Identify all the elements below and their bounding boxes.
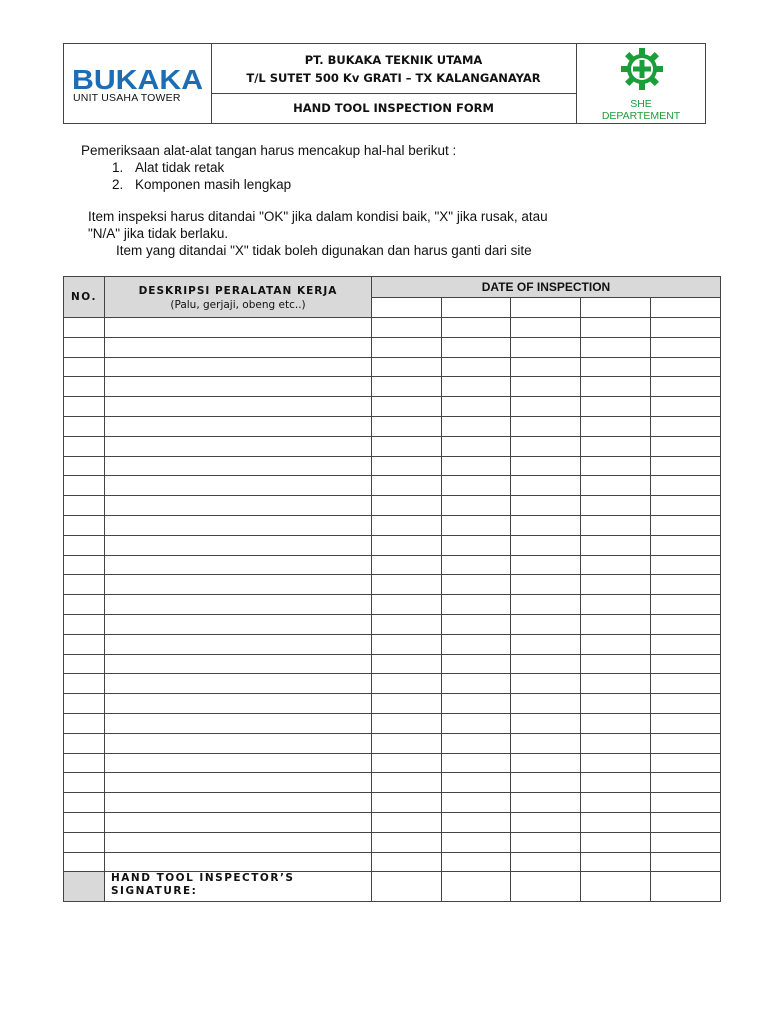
inspection-result-cell[interactable] xyxy=(581,812,651,832)
signature-cell[interactable] xyxy=(511,872,581,902)
inspection-result-cell[interactable] xyxy=(651,694,721,714)
description-header-subtitle: (Palu, gerjaji, obeng etc..) xyxy=(170,299,306,311)
signature-label: HAND TOOL INSPECTOR’S SIGNATURE: xyxy=(105,872,372,902)
inspection-result-cell[interactable] xyxy=(581,555,651,575)
inspection-result-cell[interactable] xyxy=(372,614,442,634)
description-cell[interactable] xyxy=(105,773,372,793)
inspection-result-cell[interactable] xyxy=(372,456,442,476)
inspection-result-cell[interactable] xyxy=(511,713,581,733)
table-row xyxy=(64,793,721,813)
description-cell[interactable] xyxy=(105,753,372,773)
table-row xyxy=(64,337,721,357)
inspection-result-cell[interactable] xyxy=(581,614,651,634)
inspection-result-cell[interactable] xyxy=(581,733,651,753)
inspection-result-cell[interactable] xyxy=(372,753,442,773)
inspection-result-cell[interactable] xyxy=(651,535,721,555)
no-cell[interactable] xyxy=(64,832,105,852)
no-cell[interactable] xyxy=(64,515,105,535)
inspection-result-cell[interactable] xyxy=(581,456,651,476)
description-cell[interactable] xyxy=(105,496,372,516)
inspection-result-cell[interactable] xyxy=(372,416,442,436)
inspection-result-cell[interactable] xyxy=(511,694,581,714)
inspection-result-cell[interactable] xyxy=(581,773,651,793)
inspection-result-cell[interactable] xyxy=(372,733,442,753)
inspection-result-cell[interactable] xyxy=(651,436,721,456)
inspection-result-cell[interactable] xyxy=(442,654,511,674)
no-cell[interactable] xyxy=(64,535,105,555)
inspection-result-cell[interactable] xyxy=(511,357,581,377)
no-cell[interactable] xyxy=(64,733,105,753)
inspection-result-cell[interactable] xyxy=(581,852,651,872)
title-top xyxy=(211,44,576,94)
inspection-result-cell[interactable] xyxy=(511,733,581,753)
inspection-result-cell[interactable] xyxy=(581,416,651,436)
inspection-result-cell[interactable] xyxy=(511,476,581,496)
logo-subtext: UNIT USAHA TOWER xyxy=(73,92,181,104)
date-cell[interactable] xyxy=(442,298,511,318)
inspection-result-cell[interactable] xyxy=(651,496,721,516)
instructions-intro: Pemeriksaan alat-alat tangan harus mencakup hal-hal berikut : xyxy=(81,143,457,158)
inspection-result-cell[interactable] xyxy=(372,318,442,338)
no-cell[interactable] xyxy=(64,397,105,417)
description-cell[interactable] xyxy=(105,318,372,338)
inspection-result-cell[interactable] xyxy=(581,515,651,535)
inspection-result-cell[interactable] xyxy=(511,634,581,654)
inspection-result-cell[interactable] xyxy=(651,793,721,813)
date-cell[interactable] xyxy=(581,298,651,318)
inspection-result-cell[interactable] xyxy=(511,515,581,535)
inspection-result-cell[interactable] xyxy=(511,337,581,357)
inspection-result-cell[interactable] xyxy=(511,674,581,694)
inspection-result-cell[interactable] xyxy=(372,397,442,417)
no-cell[interactable] xyxy=(64,318,105,338)
inspection-result-cell[interactable] xyxy=(651,416,721,436)
description-cell[interactable] xyxy=(105,694,372,714)
description-cell[interactable] xyxy=(105,357,372,377)
inspection-result-cell[interactable] xyxy=(372,436,442,456)
inspection-result-cell[interactable] xyxy=(372,535,442,555)
inspection-result-cell[interactable] xyxy=(581,753,651,773)
description-cell[interactable] xyxy=(105,476,372,496)
inspection-result-cell[interactable] xyxy=(651,575,721,595)
table-header-row xyxy=(64,277,721,298)
inspection-result-cell[interactable] xyxy=(511,496,581,516)
inspection-result-cell[interactable] xyxy=(372,575,442,595)
table-row xyxy=(64,753,721,773)
table-row xyxy=(64,456,721,476)
inspection-result-cell[interactable] xyxy=(581,694,651,714)
description-header-title: DESKRIPSI PERALATAN KERJA xyxy=(138,285,338,297)
inspection-result-cell[interactable] xyxy=(581,377,651,397)
inspection-result-cell[interactable] xyxy=(442,832,511,852)
inspection-result-cell[interactable] xyxy=(372,832,442,852)
description-cell[interactable] xyxy=(105,614,372,634)
inspection-result-cell[interactable] xyxy=(511,654,581,674)
inspection-result-cell[interactable] xyxy=(442,614,511,634)
description-cell[interactable] xyxy=(105,575,372,595)
table-row xyxy=(64,852,721,872)
signature-row-marker xyxy=(64,872,105,902)
date-cell[interactable] xyxy=(651,298,721,318)
description-cell[interactable] xyxy=(105,456,372,476)
inspection-result-cell[interactable] xyxy=(442,773,511,793)
inspection-result-cell[interactable] xyxy=(372,357,442,377)
description-cell[interactable] xyxy=(105,436,372,456)
inspection-result-cell[interactable] xyxy=(651,852,721,872)
inspection-result-cell[interactable] xyxy=(372,634,442,654)
no-cell[interactable] xyxy=(64,614,105,634)
description-cell[interactable] xyxy=(105,793,372,813)
inspection-result-cell[interactable] xyxy=(651,377,721,397)
inspection-result-cell[interactable] xyxy=(581,337,651,357)
inspection-result-cell[interactable] xyxy=(581,595,651,615)
inspection-result-cell[interactable] xyxy=(511,535,581,555)
description-cell[interactable] xyxy=(105,555,372,575)
inspection-result-cell[interactable] xyxy=(581,535,651,555)
inspection-result-cell[interactable] xyxy=(442,575,511,595)
table-row xyxy=(64,476,721,496)
description-cell[interactable] xyxy=(105,654,372,674)
inspection-result-cell[interactable] xyxy=(581,674,651,694)
instruction-number-1: 1. xyxy=(112,160,124,175)
inspection-result-cell[interactable] xyxy=(651,733,721,753)
no-cell[interactable] xyxy=(64,634,105,654)
description-cell[interactable] xyxy=(105,416,372,436)
inspection-table xyxy=(63,276,721,902)
no-cell[interactable] xyxy=(64,575,105,595)
description-cell[interactable] xyxy=(105,713,372,733)
form-title: HAND TOOL INSPECTION FORM xyxy=(293,101,494,115)
no-cell[interactable] xyxy=(64,812,105,832)
inspection-result-cell[interactable] xyxy=(581,397,651,417)
inspection-result-cell[interactable] xyxy=(511,456,581,476)
table-row xyxy=(64,535,721,555)
inspection-result-cell[interactable] xyxy=(651,634,721,654)
inspection-result-cell[interactable] xyxy=(581,436,651,456)
signature-row xyxy=(64,872,721,902)
inspection-result-cell[interactable] xyxy=(442,456,511,476)
no-cell[interactable] xyxy=(64,852,105,872)
date-cell[interactable] xyxy=(511,298,581,318)
inspection-result-cell[interactable] xyxy=(511,852,581,872)
description-cell[interactable] xyxy=(105,515,372,535)
description-cell[interactable] xyxy=(105,397,372,417)
inspection-result-cell[interactable] xyxy=(511,812,581,832)
table-row xyxy=(64,832,721,852)
table-row xyxy=(64,595,721,615)
inspection-result-cell[interactable] xyxy=(651,753,721,773)
inspection-result-cell[interactable] xyxy=(651,318,721,338)
table-row xyxy=(64,614,721,634)
table-row xyxy=(64,377,721,397)
inspection-result-cell[interactable] xyxy=(511,318,581,338)
inspection-result-cell[interactable] xyxy=(442,634,511,654)
description-cell[interactable] xyxy=(105,852,372,872)
table-row xyxy=(64,416,721,436)
inspection-result-cell[interactable] xyxy=(442,416,511,436)
inspection-result-cell[interactable] xyxy=(442,733,511,753)
no-cell[interactable] xyxy=(64,595,105,615)
inspection-result-cell[interactable] xyxy=(511,555,581,575)
no-cell[interactable] xyxy=(64,436,105,456)
description-cell[interactable] xyxy=(105,634,372,654)
table-row xyxy=(64,694,721,714)
inspection-result-cell[interactable] xyxy=(442,793,511,813)
inspection-result-cell[interactable] xyxy=(372,773,442,793)
dept-label-departement: DEPARTEMENT xyxy=(601,110,681,122)
inspection-result-cell[interactable] xyxy=(442,535,511,555)
table-row xyxy=(64,713,721,733)
inspection-result-cell[interactable] xyxy=(442,476,511,496)
inspection-result-cell[interactable] xyxy=(442,852,511,872)
she-department-cell xyxy=(577,44,705,123)
description-cell[interactable] xyxy=(105,535,372,555)
inspection-result-cell[interactable] xyxy=(372,694,442,714)
inspection-result-cell[interactable] xyxy=(651,713,721,733)
inspection-result-cell[interactable] xyxy=(442,318,511,338)
inspection-result-cell[interactable] xyxy=(651,832,721,852)
inspection-result-cell[interactable] xyxy=(511,793,581,813)
inspection-result-cell[interactable] xyxy=(651,456,721,476)
no-cell[interactable] xyxy=(64,713,105,733)
table-row xyxy=(64,436,721,456)
inspection-result-cell[interactable] xyxy=(372,674,442,694)
inspection-result-cell[interactable] xyxy=(511,595,581,615)
inspection-result-cell[interactable] xyxy=(442,753,511,773)
table-row xyxy=(64,733,721,753)
inspection-result-cell[interactable] xyxy=(581,476,651,496)
table-row xyxy=(64,555,721,575)
inspection-result-cell[interactable] xyxy=(651,773,721,793)
inspection-result-cell[interactable] xyxy=(511,773,581,793)
inspection-result-cell[interactable] xyxy=(372,496,442,516)
inspection-result-cell[interactable] xyxy=(651,515,721,535)
gear-cross-icon xyxy=(621,48,663,90)
description-cell[interactable] xyxy=(105,812,372,832)
inspection-result-cell[interactable] xyxy=(372,515,442,535)
no-cell[interactable] xyxy=(64,357,105,377)
inspection-result-cell[interactable] xyxy=(511,436,581,456)
inspection-result-cell[interactable] xyxy=(651,397,721,417)
company-logo: BUKAKA xyxy=(72,64,204,95)
inspection-result-cell[interactable] xyxy=(581,357,651,377)
inspection-result-cell[interactable] xyxy=(442,377,511,397)
no-cell[interactable] xyxy=(64,555,105,575)
inspection-result-cell[interactable] xyxy=(372,595,442,615)
inspection-result-cell[interactable] xyxy=(581,496,651,516)
description-cell[interactable] xyxy=(105,733,372,753)
no-cell[interactable] xyxy=(64,793,105,813)
no-cell[interactable] xyxy=(64,416,105,436)
inspection-result-cell[interactable] xyxy=(442,337,511,357)
inspection-result-cell[interactable] xyxy=(581,793,651,813)
table-row xyxy=(64,318,721,338)
no-cell[interactable] xyxy=(64,496,105,516)
inspection-result-cell[interactable] xyxy=(581,575,651,595)
signature-cell[interactable] xyxy=(651,872,721,902)
warning-line: Item yang ditandai "X" tidak boleh digunakan dan harus ganti dari site xyxy=(116,243,532,258)
column-header-no: NO. xyxy=(64,277,105,318)
table-row xyxy=(64,773,721,793)
column-header-description xyxy=(105,277,372,318)
no-cell[interactable] xyxy=(64,456,105,476)
inspection-result-cell[interactable] xyxy=(372,812,442,832)
inspection-result-cell[interactable] xyxy=(581,318,651,338)
inspection-result-cell[interactable] xyxy=(372,713,442,733)
marking-rule-line2: "N/A" jika tidak berlaku. xyxy=(88,226,229,241)
inspection-result-cell[interactable] xyxy=(651,476,721,496)
inspection-result-cell[interactable] xyxy=(442,555,511,575)
table-row xyxy=(64,634,721,654)
description-cell[interactable] xyxy=(105,595,372,615)
inspection-result-cell[interactable] xyxy=(372,654,442,674)
inspection-result-cell[interactable] xyxy=(581,654,651,674)
description-cell[interactable] xyxy=(105,832,372,852)
table-row xyxy=(64,575,721,595)
no-cell[interactable] xyxy=(64,753,105,773)
date-cell[interactable] xyxy=(372,298,442,318)
instruction-item-1: Alat tidak retak xyxy=(135,160,225,175)
inspection-result-cell[interactable] xyxy=(372,476,442,496)
inspection-result-cell[interactable] xyxy=(372,555,442,575)
inspection-result-cell[interactable] xyxy=(511,575,581,595)
dept-label-she: SHE xyxy=(630,98,652,110)
inspection-result-cell[interactable] xyxy=(651,337,721,357)
inspection-result-cell[interactable] xyxy=(511,377,581,397)
inspection-result-cell[interactable] xyxy=(442,357,511,377)
inspection-result-cell[interactable] xyxy=(651,614,721,634)
no-cell[interactable] xyxy=(64,476,105,496)
table-row xyxy=(64,812,721,832)
company-name: PT. BUKAKA TEKNIK UTAMA xyxy=(304,53,483,67)
inspection-result-cell[interactable] xyxy=(651,555,721,575)
inspection-result-cell[interactable] xyxy=(651,357,721,377)
inspection-result-cell[interactable] xyxy=(511,614,581,634)
table-row xyxy=(64,397,721,417)
column-header-date-of-inspection: DATE OF INSPECTION xyxy=(372,277,721,298)
inspection-result-cell[interactable] xyxy=(442,713,511,733)
description-cell[interactable] xyxy=(105,377,372,397)
inspection-result-cell[interactable] xyxy=(372,337,442,357)
inspection-result-cell[interactable] xyxy=(372,793,442,813)
no-cell[interactable] xyxy=(64,377,105,397)
table-row xyxy=(64,357,721,377)
logo-cell xyxy=(64,44,212,123)
table-row xyxy=(64,515,721,535)
no-cell[interactable] xyxy=(64,773,105,793)
inspection-result-cell[interactable] xyxy=(442,496,511,516)
inspection-result-cell[interactable] xyxy=(372,377,442,397)
description-cell[interactable] xyxy=(105,674,372,694)
inspection-result-cell[interactable] xyxy=(511,416,581,436)
table-row xyxy=(64,654,721,674)
table-row xyxy=(64,496,721,516)
inspection-result-cell[interactable] xyxy=(651,654,721,674)
marking-rule-line1: Item inspeksi harus ditandai "OK" jika dalam kondisi baik, "X" jika rusak, atau xyxy=(88,209,548,224)
inspection-result-cell[interactable] xyxy=(442,674,511,694)
inspection-result-cell[interactable] xyxy=(511,753,581,773)
inspection-result-cell[interactable] xyxy=(651,674,721,694)
inspection-result-cell[interactable] xyxy=(651,595,721,615)
no-cell[interactable] xyxy=(64,654,105,674)
no-cell[interactable] xyxy=(64,337,105,357)
instruction-item-2: Komponen masih lengkap xyxy=(135,177,292,192)
no-cell[interactable] xyxy=(64,674,105,694)
inspection-result-cell[interactable] xyxy=(581,713,651,733)
description-cell[interactable] xyxy=(105,337,372,357)
signature-cell[interactable] xyxy=(442,872,511,902)
inspection-result-cell[interactable] xyxy=(511,832,581,852)
inspection-result-cell[interactable] xyxy=(581,634,651,654)
inspection-result-cell[interactable] xyxy=(442,812,511,832)
no-cell[interactable] xyxy=(64,694,105,714)
inspection-result-cell[interactable] xyxy=(511,397,581,417)
inspection-result-cell[interactable] xyxy=(442,694,511,714)
table-row xyxy=(64,674,721,694)
signature-cell[interactable] xyxy=(372,872,442,902)
title-cell xyxy=(211,44,577,123)
project-name: T/L SUTET 500 Kv GRATI – TX KALANGANAYAR xyxy=(246,71,541,85)
instruction-number-2: 2. xyxy=(112,177,124,192)
inspection-result-cell[interactable] xyxy=(442,595,511,615)
signature-cell[interactable] xyxy=(581,872,651,902)
inspection-result-cell[interactable] xyxy=(651,812,721,832)
inspection-result-cell[interactable] xyxy=(442,397,511,417)
inspection-result-cell[interactable] xyxy=(372,852,442,872)
inspection-result-cell[interactable] xyxy=(442,515,511,535)
form-header xyxy=(63,43,706,124)
inspection-result-cell[interactable] xyxy=(442,436,511,456)
inspection-result-cell[interactable] xyxy=(581,832,651,852)
